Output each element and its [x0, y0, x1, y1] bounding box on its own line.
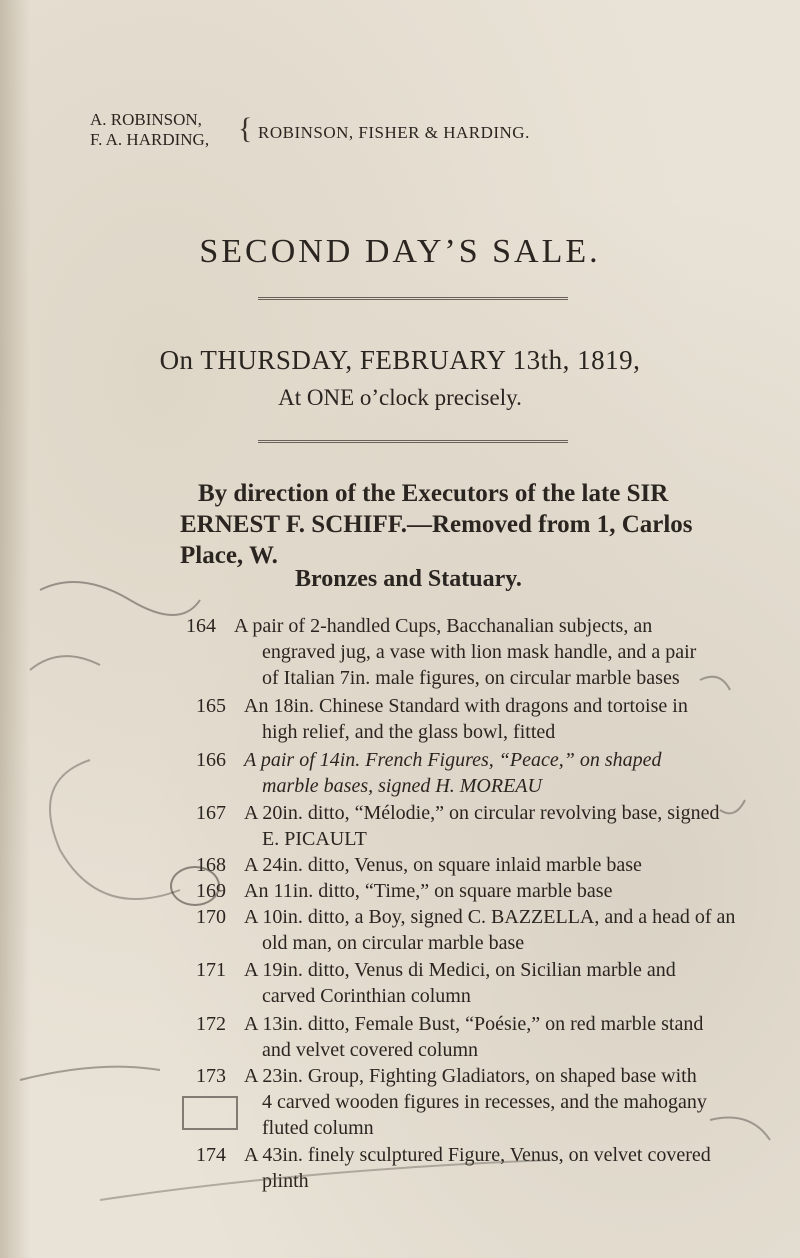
lot-number: 166	[196, 749, 226, 771]
lot-text: An 18in. Chinese Standard with dragons and tortoise in	[244, 695, 688, 717]
lot-text: A pair of 2-handled Cups, Bacchanalian subjects, an	[234, 615, 653, 637]
lot-text: An 11in. ditto, “Time,” on square marble base	[244, 880, 613, 902]
pencil-stroke	[710, 1118, 770, 1141]
lot-text: A 23in. Group, Fighting Gladiators, on shaped base with	[244, 1065, 697, 1087]
lot-text: A 13in. ditto, Female Bust, “Poésie,” on red marble stand	[244, 1013, 704, 1035]
lot-number: 167	[196, 802, 226, 824]
handwritten-annotations	[0, 560, 800, 1258]
auctioneer-line-1: A. ROBINSON,	[90, 110, 202, 129]
lot-173-line-2: 4 carved wooden figures in recesses, and the mahogany	[262, 1091, 707, 1113]
lot-text: A 43in. finely sculptured Figure, Venus, on velvet covered	[244, 1144, 711, 1166]
lot-number: 169	[196, 880, 226, 902]
lot-number: 170	[196, 906, 226, 928]
direction-line-2: ERNEST F. SCHIFF.—Removed from 1, Carlos	[180, 511, 693, 538]
lot-172-line-2: and velvet covered column	[262, 1039, 479, 1061]
box-annotation	[182, 1096, 238, 1130]
pencil-stroke	[30, 656, 100, 670]
lot-text: A 19in. ditto, Venus di Medici, on Sicilian marble and	[244, 959, 676, 981]
lot-number: 174	[196, 1144, 226, 1166]
pencil-stroke	[20, 1067, 160, 1080]
sale-time: At ONE o’clock precisely.	[278, 385, 522, 410]
brace-glyph: {	[238, 112, 253, 145]
lot-174-line-2: plinth	[262, 1170, 309, 1192]
lot-165-line-2: high relief, and the glass bowl, fitted	[262, 721, 556, 743]
lot-number: 173	[196, 1065, 226, 1087]
sale-date: On THURSDAY, FEBRUARY 13th, 1819,	[159, 345, 641, 375]
lot-171-line-2: carved Corinthian column	[262, 985, 471, 1007]
lot-173-line-3: fluted column	[262, 1117, 374, 1139]
sale-title: SECOND DAY’S SALE.	[199, 233, 601, 270]
pencil-stroke	[720, 800, 745, 813]
lot-164-line-3: of Italian 7in. male figures, on circular marble bases	[262, 667, 680, 689]
pencil-stroke	[40, 582, 200, 615]
lot-number: 165	[196, 695, 226, 717]
lot-number: 172	[196, 1013, 226, 1035]
lot-170-line-2: old man, on circular marble base	[262, 932, 525, 954]
direction-line-3: Place, W.	[180, 542, 278, 569]
lot-text: A 24in. ditto, Venus, on square inlaid marble base	[244, 854, 642, 876]
pencil-stroke	[700, 677, 730, 690]
lot-text: A pair of 14in. French Figures, “Peace,” on shaped	[244, 749, 662, 771]
auctioneer-line-2: F. A. HARDING,	[90, 130, 210, 149]
pencil-stroke	[50, 760, 180, 899]
lot-text: A 10in. ditto, a Boy, signed C. BAZZELLA, and a head of an	[244, 906, 736, 928]
lot-166-line-2: marble bases, signed H. MOREAU	[262, 775, 542, 797]
auctioneers-firm: ROBINSON, FISHER & HARDING.	[258, 123, 530, 142]
pencil-stroke	[100, 1160, 550, 1200]
section-heading: Bronzes and Statuary.	[295, 566, 522, 592]
lot-number: 171	[196, 959, 226, 981]
lot-text: A 20in. ditto, “Mélodie,” on circular revolving base, signed	[244, 802, 720, 824]
circle-annotation	[170, 866, 220, 906]
lot-167-line-2: E. PICAULT	[262, 828, 367, 850]
lot-number: 164	[186, 615, 216, 637]
lot-number: 168	[196, 854, 226, 876]
lot-164-line-2: engraved jug, a vase with lion mask handle, and a pair	[262, 641, 697, 663]
direction-line-1: By direction of the Executors of the late SIR	[198, 480, 669, 507]
